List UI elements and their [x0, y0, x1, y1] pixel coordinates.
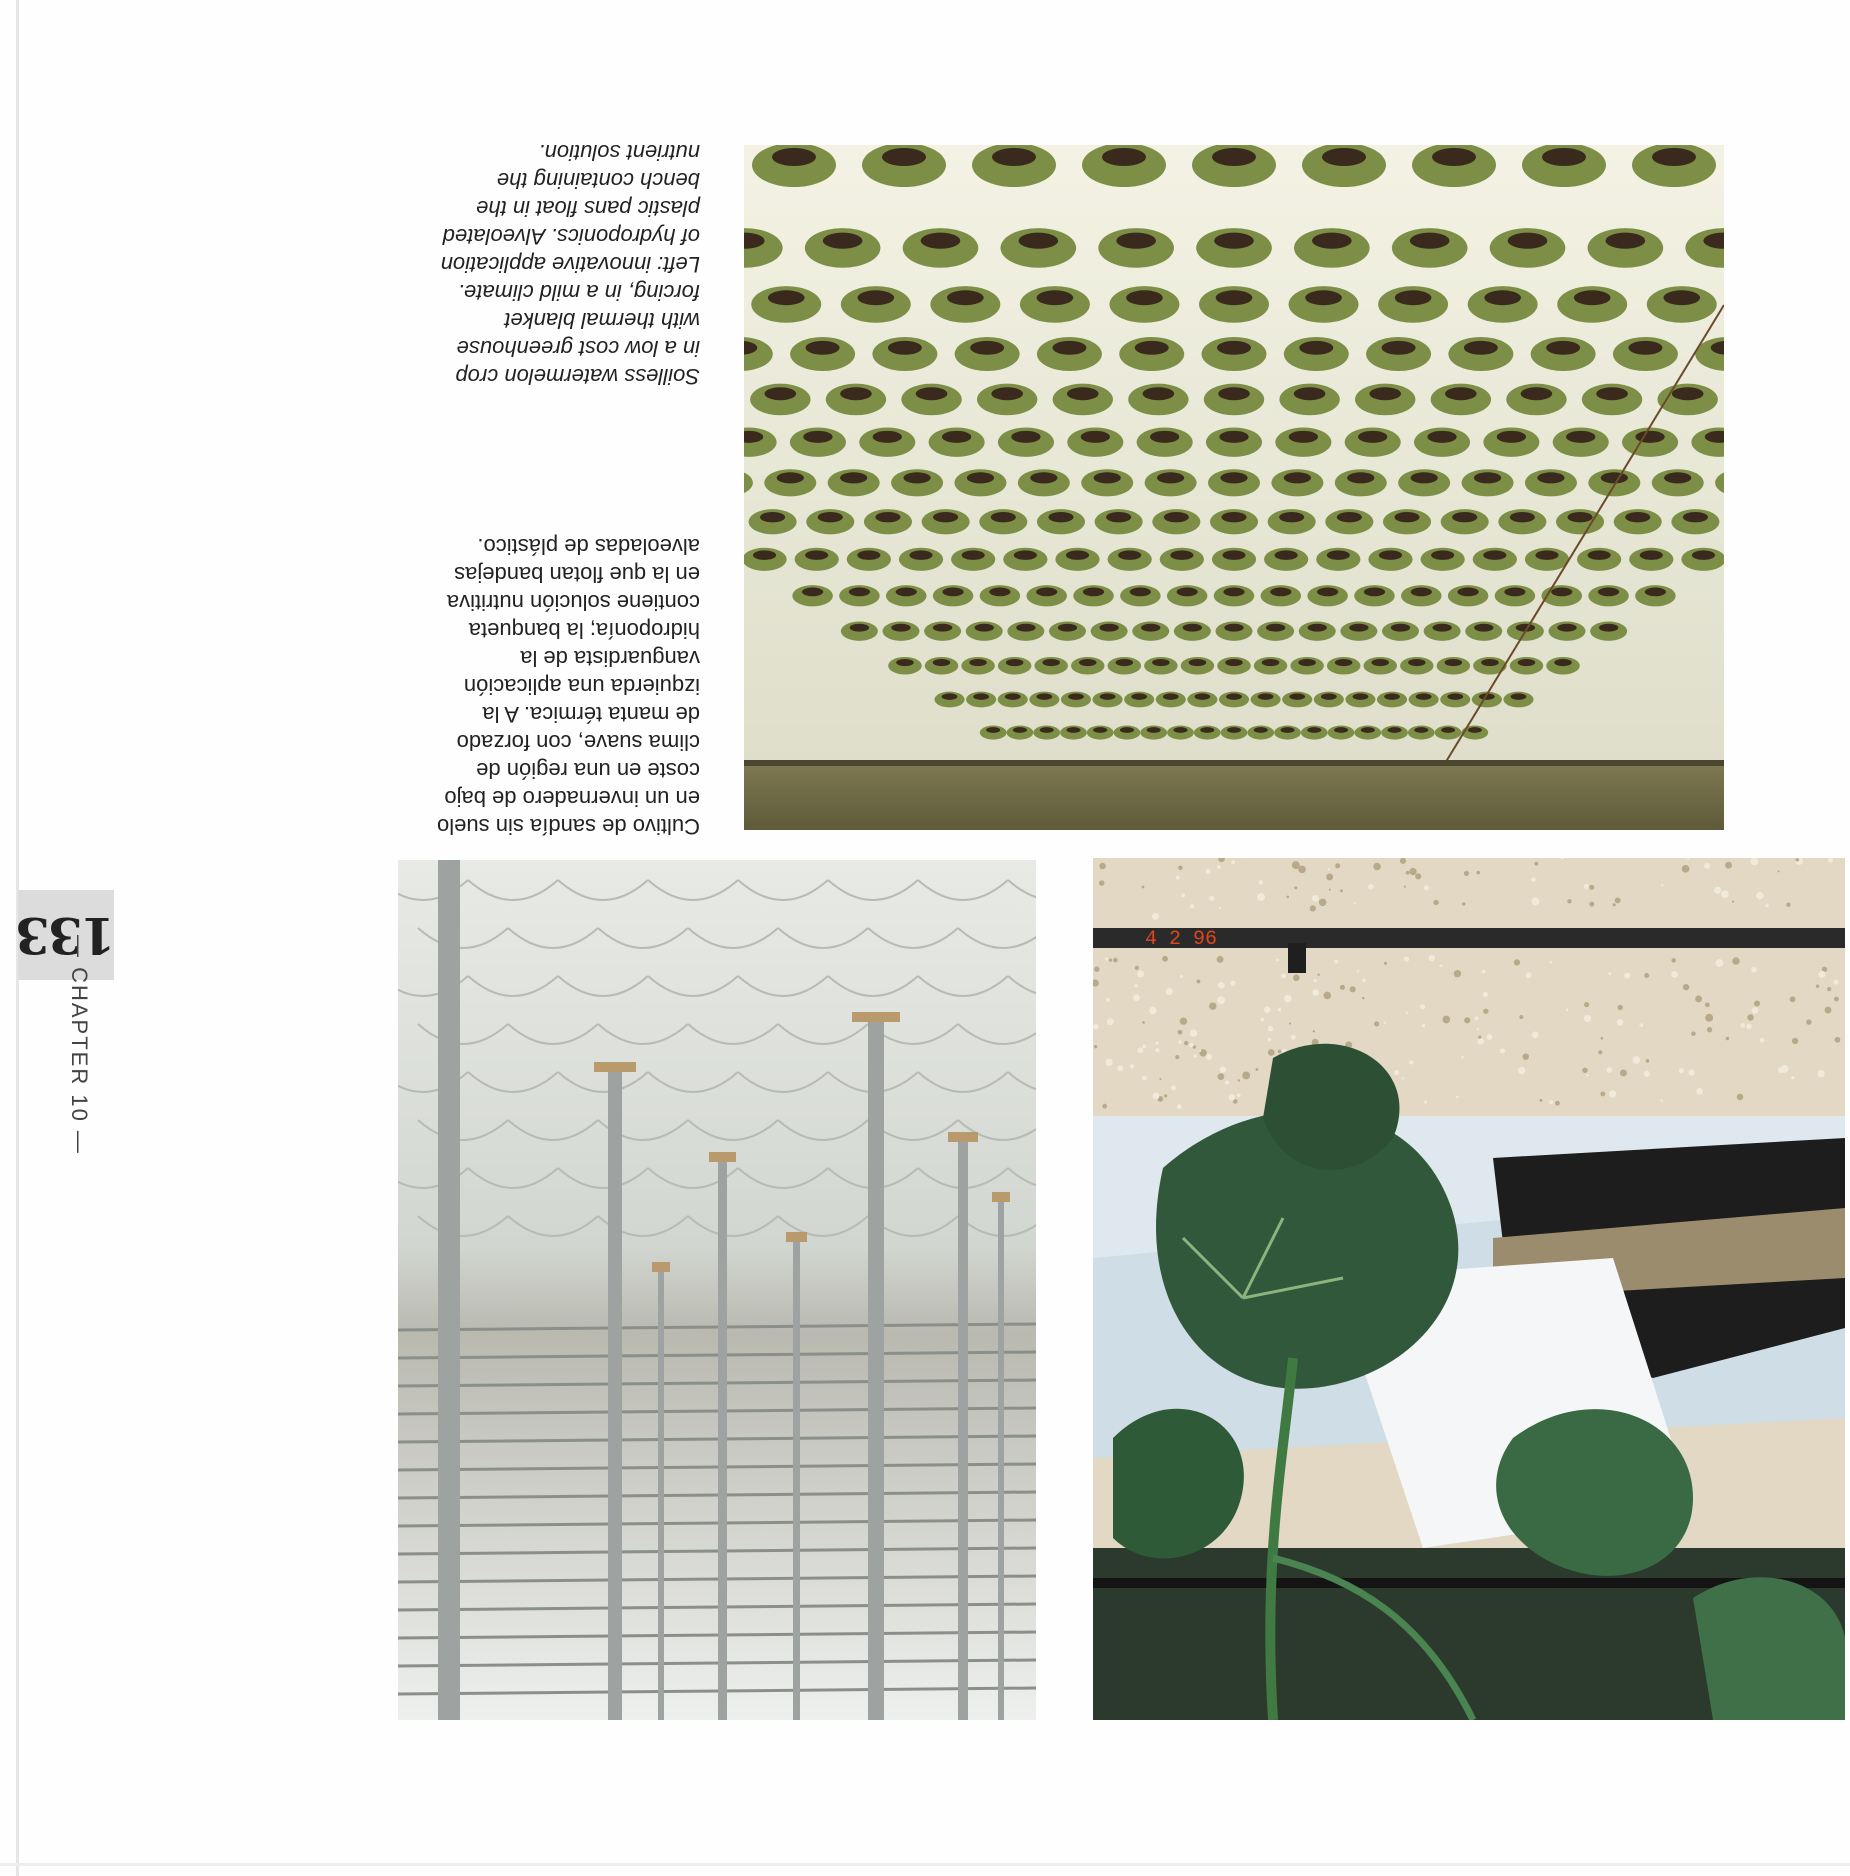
svg-text:4 2 96: 4 2 96 [1145, 928, 1218, 951]
seedling-pans-photo [744, 145, 1724, 830]
caption-spanish: Cultivo de sandía sin suelo en un invernadero de bajo coste en una región de clima suave, con forzado de manta térmica. A la izquierda una aplicación vanguardista de la hidroponía; la banqueta contiene solución nutritiva en la que flotan bandejas alveoladas de plástico. [437, 534, 700, 839]
caption-english: Soilless watermelon crop in a low cost greenhouse with thermal blanket forcing, in a mild climate. Left: innovative application of hydroponics. Alveolated plastic pans float in the bench containing the nutrient solution. [440, 140, 700, 389]
watermelon-plant-photo [1093, 858, 1845, 1720]
greenhouse-interior-photo [398, 860, 1036, 1720]
chapter-label: — CHAPTER 10 — [67, 935, 92, 1155]
page-number: 133 [16, 905, 116, 965]
page-bottom-edge [0, 1863, 1850, 1866]
